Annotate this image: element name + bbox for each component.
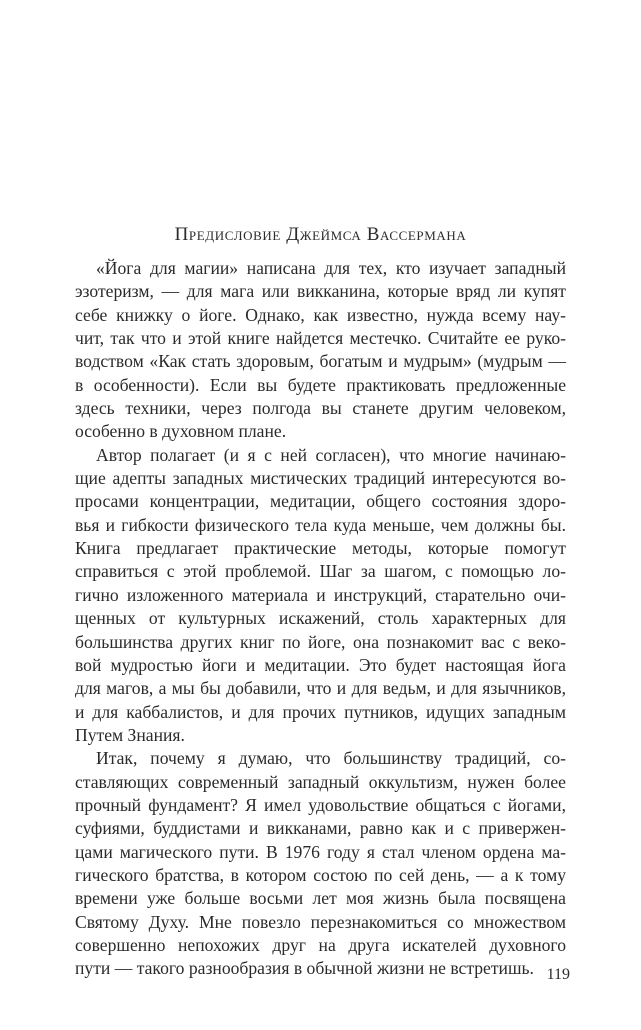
text-line: прочный фундамент? Я имел удовольствие общаться с йогами, [75, 794, 566, 815]
text-line: вой мудростью йоги и медитации. Это будет настоящая йога [75, 654, 566, 675]
text-line: «Йога для магии» написана для тех, кто изучает западный [96, 258, 566, 278]
paragraph-1 [75, 257, 566, 444]
text-line: щенных от культурных искажений, столь характерных для [75, 608, 566, 629]
page-number: 119 [546, 966, 570, 983]
paragraph-3 [75, 747, 566, 980]
text-line: водством «Как стать здоровым, богатым и мудрым» (мудрым — [75, 351, 566, 372]
text-line: здесь техники, через полгода вы станете другим человеком, [75, 398, 566, 419]
text-line: особенно в духовном плане. [75, 421, 287, 442]
text-line: ставляющих современный западный оккультизм, нужен более [75, 771, 566, 792]
text-line: Итак, почему я думаю, что большинству традиций, со- [96, 748, 566, 769]
text-line: суфиями, буддистами и викканами, равно как и с привержен- [75, 818, 566, 839]
text-line: и для каббалистов, и для прочих путников, идущих западным [75, 701, 566, 722]
text-line: Святому Духу. Мне повезло перезнакомиться со множеством [75, 911, 566, 932]
text-line: Путем Знания. [75, 724, 185, 745]
text-line: просами концентрации, медитации, общего состояния здоро- [75, 491, 566, 512]
text-line: себе книжку о йоге. Однако, как известно, нужда всему нау- [75, 304, 566, 325]
text-line: щие адепты западных мистических традиций интересуются во- [75, 468, 566, 489]
text-line: эзотеризм, — для мага или викканина, которые вряд ли купят [75, 281, 566, 302]
text-line: большинства других книг по йоге, она познакомит вас с веко- [75, 631, 566, 652]
chapter-title: Предисловие Джеймса Вассермана [174, 224, 467, 245]
text-line: гического братства, в котором состою по сей день, — а к тому [75, 864, 566, 885]
text-line: гично изложенного материала и инструкций, старательно очи- [75, 584, 566, 605]
text-line: чит, так что и этой книге найдется местечко. Считайте ее руко- [75, 328, 566, 349]
body-text [75, 257, 566, 981]
text-line: справиться с этой проблемой. Шаг за шагом, с помощью ло- [75, 561, 566, 582]
text-line: совершенно непохожих друг на друга искателей духовного [75, 934, 566, 955]
text-line: Книга предлагает практические методы, которые помогут [75, 538, 566, 559]
paragraph-2 [75, 444, 566, 747]
text-line: для магов, а мы бы добавили, что и для ведьм, и для язычников, [75, 678, 566, 699]
text-line: в особенности). Если вы будете практиковать предложенные [75, 374, 566, 395]
text-line: вья и гибкости физического тела куда меньше, чем должны бы. [75, 514, 566, 535]
text-line: пути — такого разнообразия в обычной жизни не встретишь. [75, 958, 534, 979]
text-line: цами магического пути. В 1976 году я стал членом ордена ма- [75, 841, 566, 862]
text-line: Автор полагает (и я с ней согласен), что многие начинаю- [96, 444, 566, 465]
text-line: времени уже больше восьми лет моя жизнь была посвящена [75, 888, 566, 909]
